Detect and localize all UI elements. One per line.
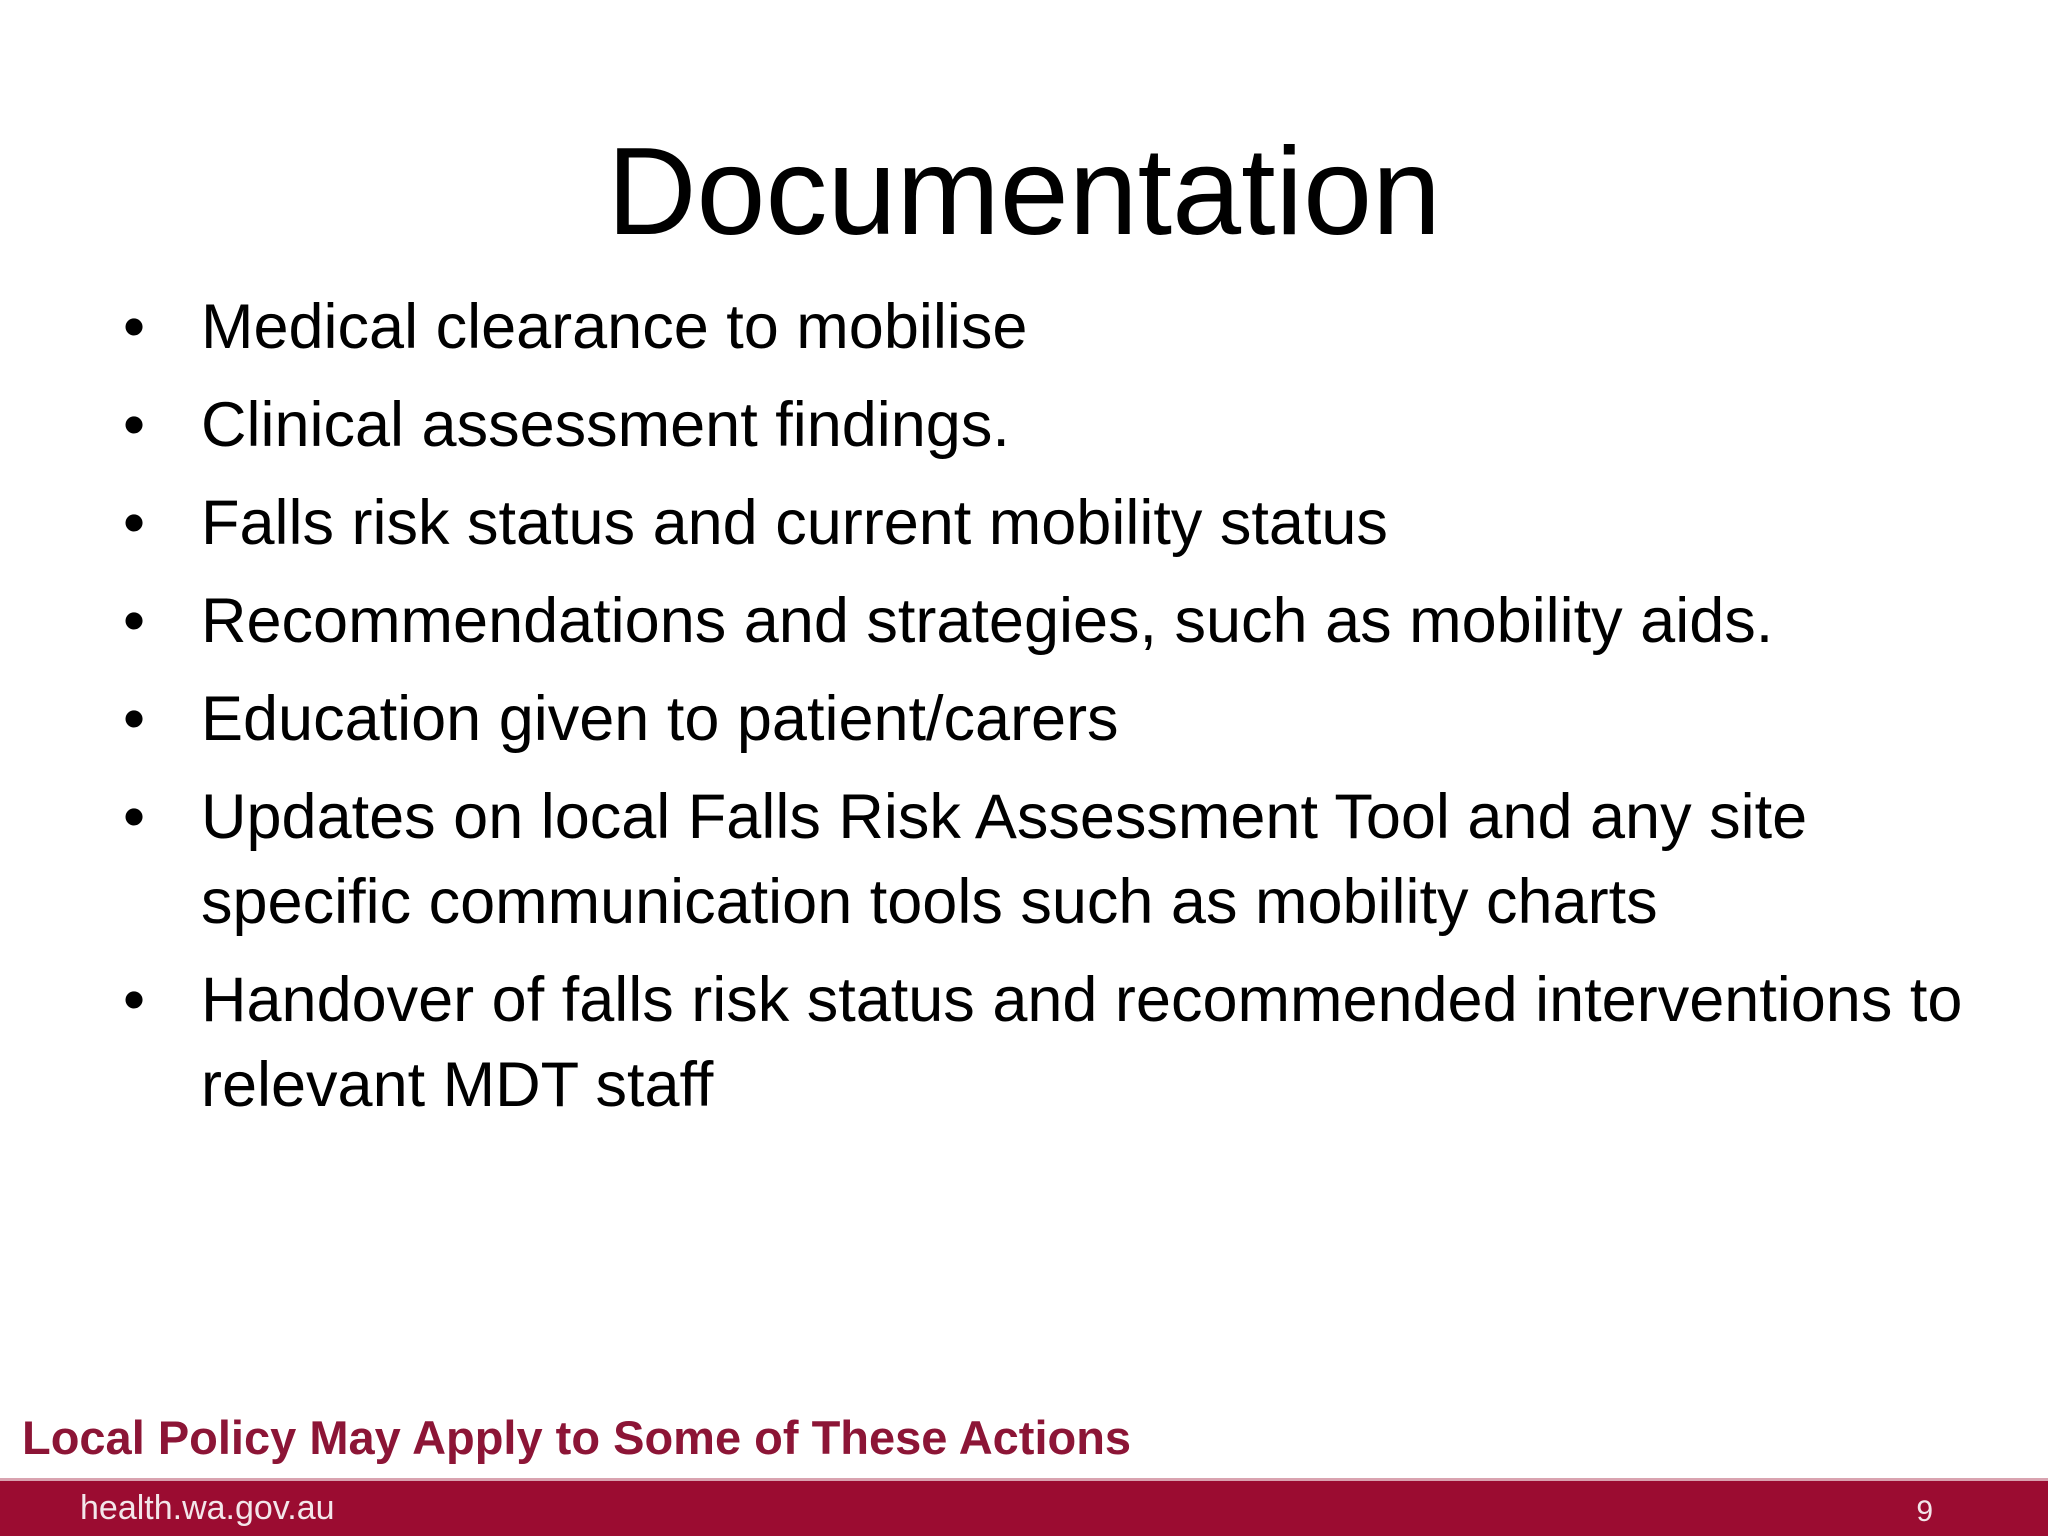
bullet-marker: •: [123, 488, 146, 558]
bullet-text: Recommendations and strategies, such as mobility aids.: [201, 586, 1774, 656]
footer-bar: [0, 1481, 2048, 1536]
bullet-text: Falls risk status and current mobility status: [201, 488, 1388, 558]
bullet-list: [123, 285, 1963, 1141]
bullet-item: [123, 285, 1963, 370]
policy-note: Local Policy May Apply to Some of These Actions: [22, 1411, 1132, 1464]
bullet-text: Updates on local Falls Risk Assessment Tool and any site specific communication tools such as mobility charts: [201, 782, 1808, 937]
bullet-text: Clinical assessment findings.: [201, 390, 1010, 460]
bullet-marker: •: [123, 390, 146, 460]
bullet-text: Education given to patient/carers: [201, 684, 1119, 754]
bullet-text: Handover of falls risk status and recommended interventions to relevant MDT staff: [201, 965, 1963, 1120]
bullet-item: [123, 775, 1963, 945]
bullet-item: [123, 383, 1963, 468]
bullet-marker: •: [123, 782, 146, 852]
bullet-marker: •: [123, 292, 146, 362]
bullet-marker: •: [123, 965, 146, 1035]
bullet-item: [123, 958, 1963, 1128]
bullet-marker: •: [123, 684, 146, 754]
page-number: 9: [1916, 1495, 1933, 1528]
bullet-text: Medical clearance to mobilise: [201, 292, 1028, 362]
footer-url: health.wa.gov.au: [80, 1489, 335, 1527]
bullet-item: [123, 579, 1963, 664]
bullet-item: [123, 677, 1963, 762]
bullet-item: [123, 481, 1963, 566]
slide-title: Documentation: [606, 123, 1442, 261]
bullet-marker: •: [123, 586, 146, 656]
